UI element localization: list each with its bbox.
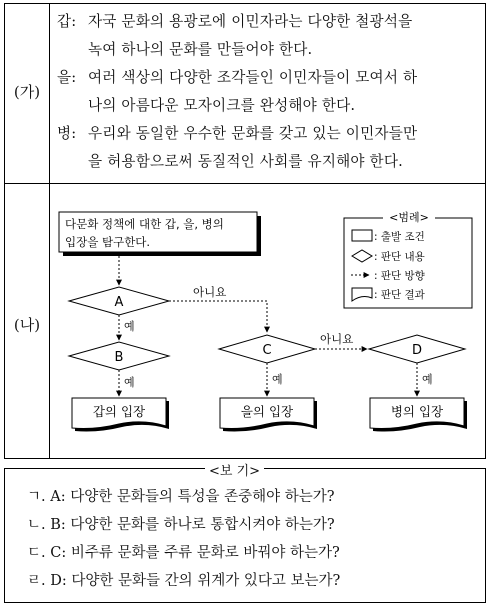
option-rieul: ㄹ. D: 다양한 문화들 간의 위계가 있다고 보는가?: [27, 573, 341, 589]
start-text-line2: 입장을 탐구한다.: [65, 235, 151, 249]
statement-prefix: 병:: [57, 125, 77, 142]
statement-text: 자국 문화의 용광로에 이민자라는 다양한 철광석을: [88, 13, 413, 30]
legend-start-icon: [352, 230, 372, 241]
result-byeong-label: 병의 입장: [390, 404, 444, 419]
statement-gap: [57, 8, 482, 64]
bogi-title: <보 기>: [205, 460, 264, 479]
statement-text: 우리와 동일한 우수한 문화를 갖고 있는 이민자들만: [88, 125, 418, 142]
statement-text: 나의 아름다운 모자이크를 완성해야 한다.: [88, 97, 356, 114]
statement-prefix: 을:: [57, 69, 77, 86]
c-yes-label: 예: [272, 373, 283, 386]
decision-a-label: A: [114, 295, 124, 310]
start-text-line1: 다문화 정책에 대한 갑, 을, 병의: [65, 217, 224, 231]
statement-byeong: [57, 120, 482, 176]
decision-b-label: B: [114, 350, 124, 365]
statement-prefix: 갑:: [57, 13, 77, 30]
statement-eul: [57, 64, 482, 120]
result-gap: [72, 398, 169, 432]
arrow-a-no: [169, 301, 267, 332]
section-na-label: (나): [13, 316, 41, 334]
legend-title: <범례>: [389, 211, 429, 224]
result-gap-label: 갑의 입장: [92, 404, 146, 419]
legend-item: : 판단 결과: [374, 289, 425, 301]
start-condition-box: [59, 212, 261, 256]
result-byeong: [370, 398, 467, 432]
legend-item: : 출발 조건: [374, 231, 425, 243]
option-digeut: ㄷ. C: 비주류 문화를 주류 문화로 바꿔야 하는가?: [27, 545, 340, 561]
a-no-label: 아니요: [193, 285, 227, 299]
statement-text: 여러 색상의 다양한 조각들인 이민자들이 모여서 하: [88, 69, 418, 86]
section-ga-label: (가): [13, 83, 41, 101]
option-nieun: ㄴ. B: 다양한 문화를 하나로 통합시켜야 하는가?: [27, 517, 335, 533]
statement-text: 녹여 하나의 문화를 만들어야 한다.: [88, 41, 313, 58]
d-yes-label: 예: [422, 373, 433, 386]
decision-c-label: C: [262, 343, 272, 358]
decision-d-label: D: [411, 343, 423, 358]
c-no-label: 아니요: [320, 332, 354, 346]
legend-item: : 판단 방향: [374, 270, 425, 282]
option-giyeok: ㄱ. A: 다양한 문화들의 특성을 존중해야 하는가?: [27, 489, 335, 505]
legend-item: : 판단 내용: [374, 251, 425, 263]
a-yes-label: 예: [124, 320, 135, 333]
statement-text: 을 허용함으로써 동질적인 사회를 유지해야 한다.: [88, 153, 403, 170]
bogi-box: [4, 464, 486, 603]
b-yes-label: 예: [124, 376, 135, 389]
result-eul-label: 을의 입장: [240, 404, 294, 419]
result-eul: [220, 398, 317, 432]
flowchart: [45, 180, 485, 458]
legend: [344, 210, 472, 308]
